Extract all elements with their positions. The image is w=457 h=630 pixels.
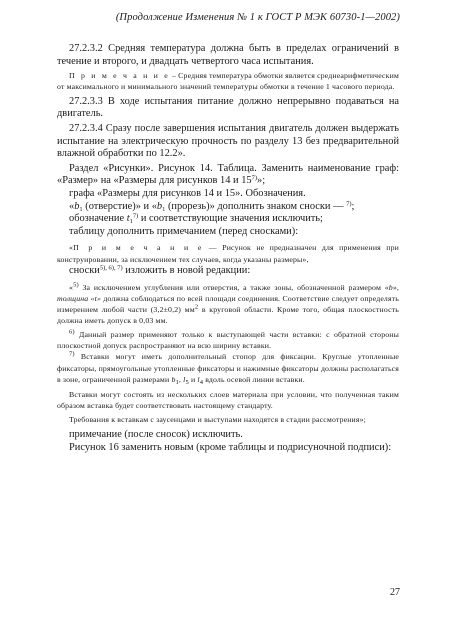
designation-b1-instruction bbox=[57, 201, 399, 214]
symbol-b: b bbox=[171, 374, 176, 384]
text: « bbox=[69, 243, 74, 253]
subscript: 1 bbox=[79, 205, 83, 213]
section-figures-instruction bbox=[57, 163, 399, 188]
designation-t1-instruction bbox=[57, 213, 399, 226]
running-header: (Продолжение Изменения № 1 к ГОСТ Р МЭК 60730-1—2002) bbox=[115, 12, 400, 23]
table-note bbox=[57, 242, 399, 265]
text: обозначение bbox=[69, 213, 127, 225]
subscript: 4 bbox=[199, 378, 204, 386]
footnote-mark: 5) bbox=[73, 281, 79, 288]
symbol-t: t bbox=[126, 213, 130, 225]
footnote-ref: 7) bbox=[251, 174, 258, 182]
thickness-term: толщина «t» bbox=[57, 293, 102, 303]
text: изложить в новой редакции: bbox=[122, 264, 251, 276]
remove-note-instruction: примечание (после сносок) исключить. bbox=[69, 429, 243, 441]
text: сноски bbox=[69, 264, 100, 276]
clause-27-2-3-3: 27.2.3.3 В ходе испытания питание должно непрерывно подаваться на двигатель. bbox=[57, 95, 399, 120]
footnotes-instruction bbox=[57, 265, 399, 278]
text: », bbox=[392, 282, 399, 292]
subscript: 1 bbox=[162, 205, 166, 213]
footnote-5 bbox=[57, 282, 399, 327]
footnote-ref: 5), 6), 7) bbox=[99, 264, 123, 272]
note-text: – Средняя температура обмотки является среднеарифметическим от максимального и минимального значений температуры обмотки в течение 1 часового периода. bbox=[57, 71, 399, 92]
document-body bbox=[57, 43, 399, 454]
page-number: 27 bbox=[390, 587, 400, 598]
note-label: П р и м е ч а н и е bbox=[73, 243, 204, 253]
superscript: 2 bbox=[194, 303, 199, 311]
subscript: 1 bbox=[129, 218, 133, 226]
text: Вставки могут иметь дополнительный стопор для фиксации. Круглые утопленные фиксаторы, прямоугольные утопленные фиксаторы и нажимные фиксаторы должны располагаться в зоне, ограниченной размерами bbox=[57, 352, 399, 384]
symbol-b: b bbox=[156, 200, 163, 212]
instruction-end: »; bbox=[257, 175, 266, 187]
symbol-l: l bbox=[197, 374, 200, 384]
text: (отверстие)» и « bbox=[82, 200, 157, 212]
text: ; bbox=[351, 200, 355, 212]
subscript: 1 bbox=[175, 378, 179, 386]
footnote-ref: 7) bbox=[132, 212, 139, 220]
text: и bbox=[188, 374, 198, 384]
footnote-6 bbox=[57, 329, 399, 352]
text: « bbox=[69, 200, 75, 212]
footnote-ref: 7) bbox=[346, 200, 352, 208]
table-note-instruction: таблицу дополнить примечанием (перед сносками): bbox=[69, 225, 299, 237]
text: и соответствующие значения исключить; bbox=[138, 213, 323, 225]
figure-16-instruction: Рисунок 16 заменить новым (кроме таблицы и подрисуночной подписи): bbox=[69, 441, 392, 453]
text: в круговой области. Кроме того, общая плоскостность должна иметь допуск в 0,03 мм. bbox=[57, 305, 400, 326]
footnote-burrs: Требования к вставкам с заусенцами и выступами находятся в стадии рассмотрения»; bbox=[69, 414, 366, 424]
footnote-layers: Вставки могут состоять из нескольких слоев материала при условии, что полученная таким образом вставка будет соответствовать настоящему стандарту. bbox=[57, 390, 399, 411]
symbol-b: b bbox=[74, 200, 80, 212]
text: « bbox=[69, 282, 74, 292]
text: , bbox=[178, 374, 184, 384]
text: (прорезь)» дополнить знаком сноски — bbox=[165, 200, 347, 212]
text: вдоль осевой линии вставки. bbox=[203, 374, 305, 384]
instruction-text: Раздел «Рисунки». Рисунок 14. Таблица. Заменить наименование граф: «Размер» на «Размеры для рисунков 14 и 15 bbox=[57, 162, 399, 187]
note-text: — Рисунок не предназначен для применения при конструировании, за исключением тех случаев, когда указаны размеры», bbox=[57, 243, 399, 264]
symbol-b: b bbox=[388, 282, 393, 292]
column-instruction: графа «Размеры для рисунков 14 и 15». Обозначения. bbox=[69, 187, 306, 199]
footnote-mark: 6) bbox=[69, 328, 75, 336]
text: За исключением углубления или отверстия, а также зоны, обозначенной размером « bbox=[78, 282, 389, 292]
symbol-l: l bbox=[183, 374, 186, 384]
note-winding-temperature bbox=[57, 70, 399, 93]
footnote-7 bbox=[57, 351, 399, 385]
note-label: П р и м е ч а н и е bbox=[69, 71, 170, 81]
text: Данный размер применяют только к выступающей части вставки: с обратной стороны плоскостной допуск распространяют на всю ширину вставки. bbox=[57, 329, 399, 350]
clause-27-2-3-4: 27.2.3.4 Сразу после завершения испытания двигатель должен выдержать испытание на электрическую прочность по разделу 13 без предварительной влажной обработки по 12.2». bbox=[57, 122, 399, 160]
text: должна соблюдаться по всей площади соединения. Соответствие следует определять измерением любой части (3,2±0,2) мм bbox=[57, 293, 399, 315]
subscript: 5 bbox=[185, 378, 189, 386]
footnote-mark: 7) bbox=[69, 350, 75, 358]
clause-27-2-3-2: 27.2.3.2 Средняя температура должна быть в пределах ограничений в течение и второго, и двадцать четвертого часа испытания. bbox=[57, 43, 399, 67]
